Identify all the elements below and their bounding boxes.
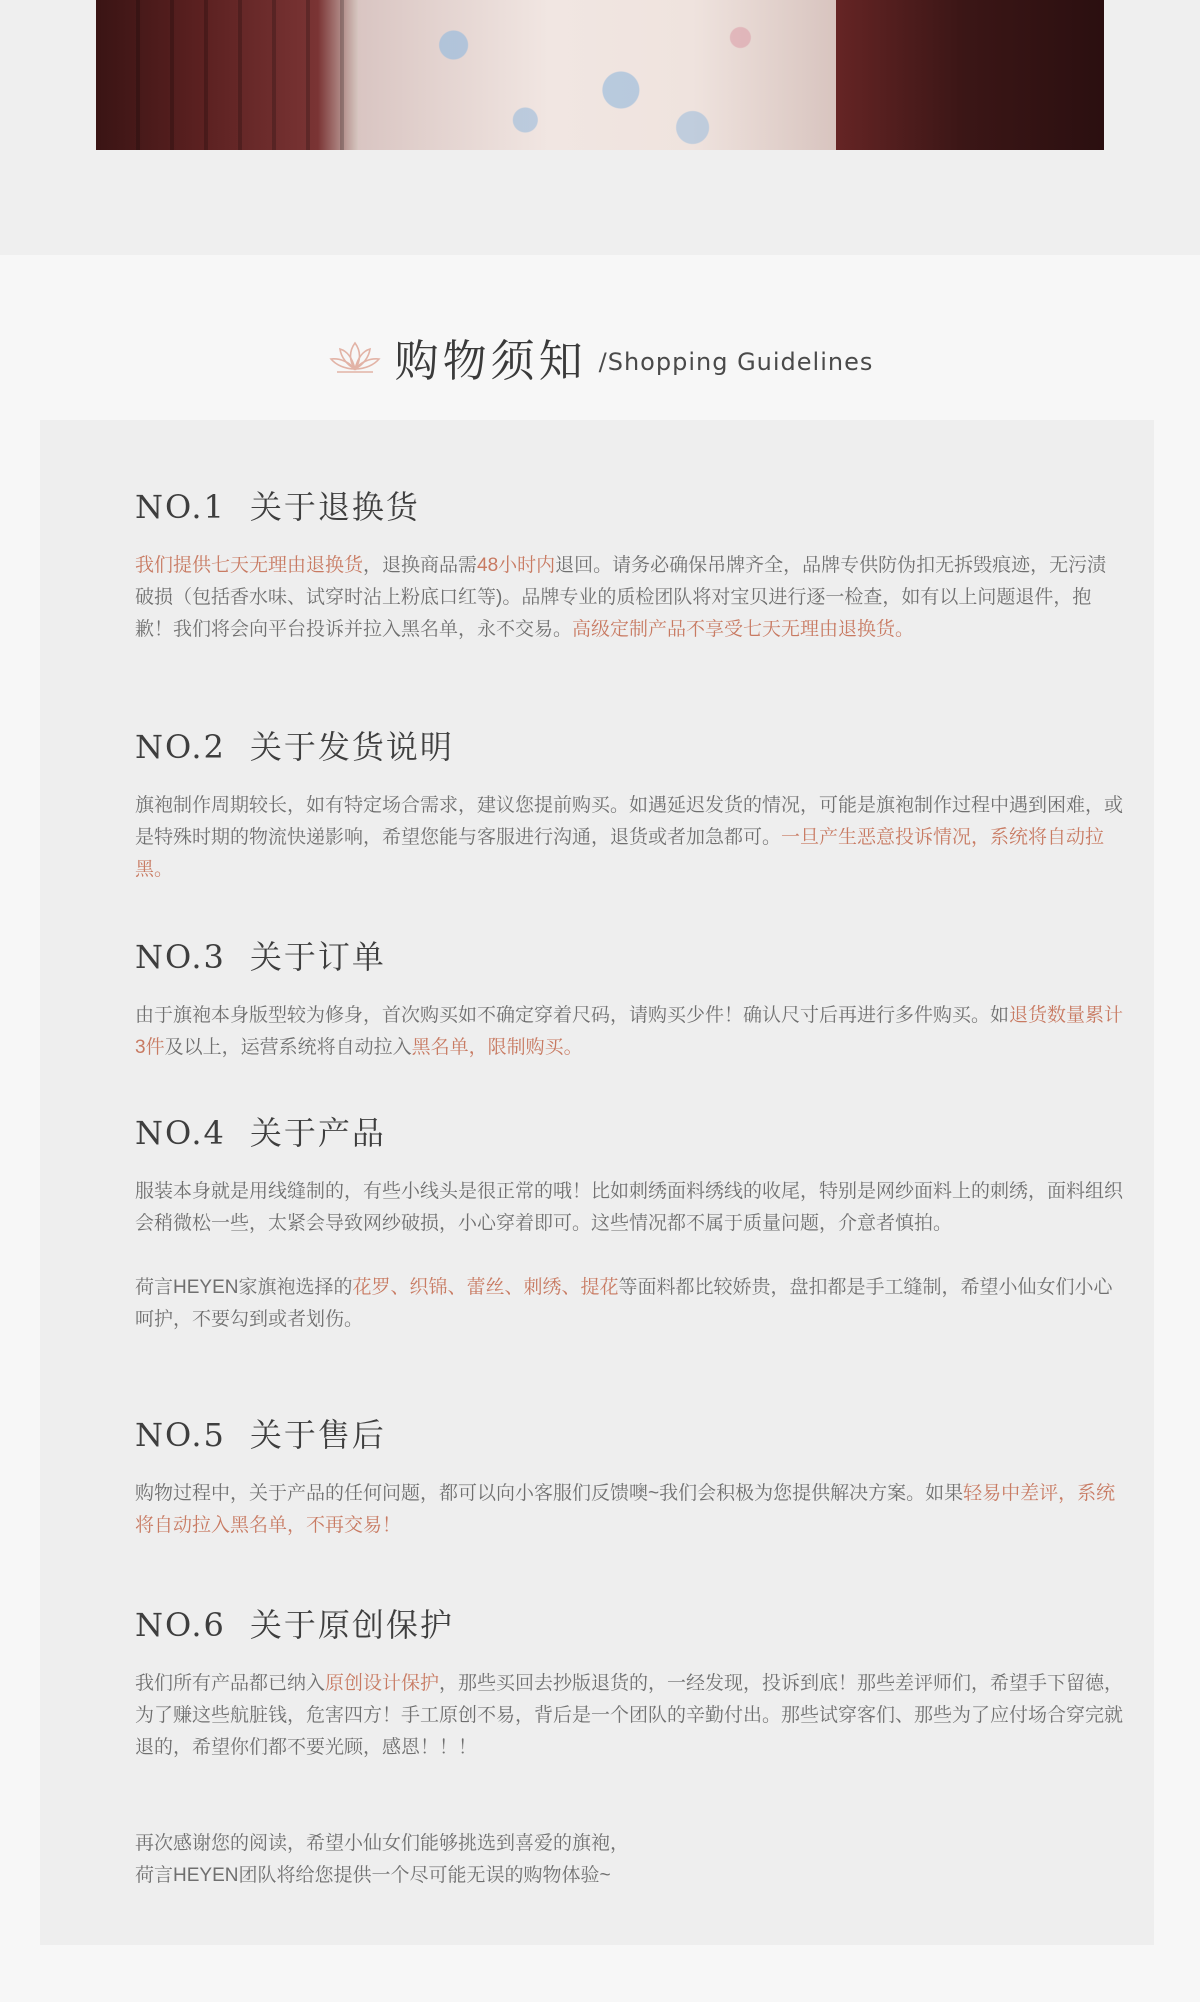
body-text: 旗袍制作周期较长，如有特定场合需求，建议您提前购买。如遇延迟发货的情况，可能是旗袍制作过程中遇到困难，或是特殊时期的物流快递影响，希望您能与客服进行沟通，退货或者加急都可。 [135,795,1124,848]
lotus-icon [327,337,383,377]
section-heading [135,1410,1125,1456]
section-title-text: 关于产品 [249,1114,386,1152]
section-title-text: 关于订单 [249,938,386,976]
highlight-text: 我们提供七天无理由退换货 [135,555,364,576]
top-banner [0,0,1200,255]
section-title-text: 关于售后 [249,1416,386,1454]
body-text: 购物过程中，关于产品的任何问题，都可以向小客服们反馈噢~我们会积极为您提供解决方案。如果 [135,1483,964,1504]
section-2 [135,722,1125,886]
section-paragraph [135,1000,1125,1064]
section-paragraph [135,1176,1125,1240]
guidelines-card [40,420,1154,1945]
page-title: 购物须知 [394,336,587,387]
section-heading [135,1600,1125,1646]
product-photo [96,0,1104,150]
section-number: NO.6 [135,1606,226,1644]
body-text: 退回。请务必确保吊牌齐全，品牌专供防伪扣无拆毁痕迹，无污渍破损（包括香水味、试穿时沾上粉底口红等)。品牌专业的质检团队将对宝贝进行逐一检查，如有以上问题退件，抱歉！我们将会向平台投诉并拉入黑名单，永不交易。 [135,555,1107,640]
section-title-text: 关于发货说明 [249,728,454,766]
photo-qipao-fabric [358,0,836,150]
page-subtitle: /Shopping Guidelines [598,348,874,376]
highlight-text: 轻易中差评，系统将自动拉入黑名单，不再交易！ [135,1483,1116,1536]
highlight-text: 一旦产生恶意投诉情况，系统将自动拉黑。 [135,827,1105,880]
highlight-text: 退货数量累计3件 [135,1005,1124,1058]
photo-background-door [136,0,346,150]
section-heading [135,932,1125,978]
section-number: NO.3 [135,938,226,976]
body-text: 我们所有产品都已纳入 [135,1673,326,1694]
section-paragraph [135,1478,1125,1542]
highlight-text: 原创设计保护 [325,1673,440,1694]
section-heading [135,722,1125,768]
section-heading [135,1108,1125,1154]
body-text: 及以上，运营系统将自动拉入 [164,1037,412,1058]
section-number: NO.4 [135,1114,226,1152]
body-text: 服装本身就是用线缝制的，有些小线头是很正常的哦！比如刺绣面料绣线的收尾，特别是网纱面料上的刺绣，面料组织会稍微松一些，太紧会导致网纱破损，小心穿着即可。这些情况都不属于质量问题，介意者慎拍。 [135,1181,1124,1234]
section-1 [135,482,1125,646]
body-text: 荷言HEYEN家旗袍选择的 [135,1277,353,1298]
section-paragraph [135,1272,1125,1336]
section-paragraph [135,790,1125,886]
section-title [0,325,1200,395]
section-number: NO.5 [135,1416,226,1454]
highlight-text: 48小时内 [477,555,556,576]
section-title-text: 关于退换货 [249,488,420,526]
section-paragraph [135,550,1125,646]
closing-text: 再次感谢您的阅读，希望小仙女们能够挑选到喜爱的旗袍， 荷言HEYEN团队将给您提供一个尽可能无误的购物体验~ [135,1833,630,1886]
section-5 [135,1410,1125,1542]
section-6 [135,1600,1125,1892]
body-text: ，那些买回去抄版退货的，一经发现，投诉到底！那些差评师们，希望手下留德，为了赚这些航脏钱，危害四方！手工原创不易，背后是一个团队的辛勤付出。那些试穿客们、那些为了应付场合穿完就退的，希望你们都不要光顾，感恩！！！ [135,1673,1124,1758]
section-number: NO.1 [135,488,226,526]
highlight-text: 黑名单，限制购买。 [411,1037,583,1058]
body-text: ，退换商品需 [363,555,478,576]
section-paragraph [135,1668,1125,1764]
section-4 [135,1108,1125,1336]
body-text: 等面料都比较娇贵，盘扣都是手工缝制，希望小仙女们小心呵护，不要勾到或者划伤。 [135,1277,1113,1330]
section-3 [135,932,1125,1064]
highlight-text: 花罗、织锦、蕾丝、刺绣、提花 [352,1277,619,1298]
body-text: 由于旗袍本身版型较为修身，首次购买如不确定穿着尺码，请购买少件！确认尺寸后再进行多件购买。如 [135,1005,1010,1026]
highlight-text: 高级定制产品不享受七天无理由退换货。 [572,619,915,640]
section-paragraph [135,1796,1125,1892]
section-number: NO.2 [135,728,226,766]
section-heading [135,482,1125,528]
section-title-text: 关于原创保护 [249,1606,454,1644]
